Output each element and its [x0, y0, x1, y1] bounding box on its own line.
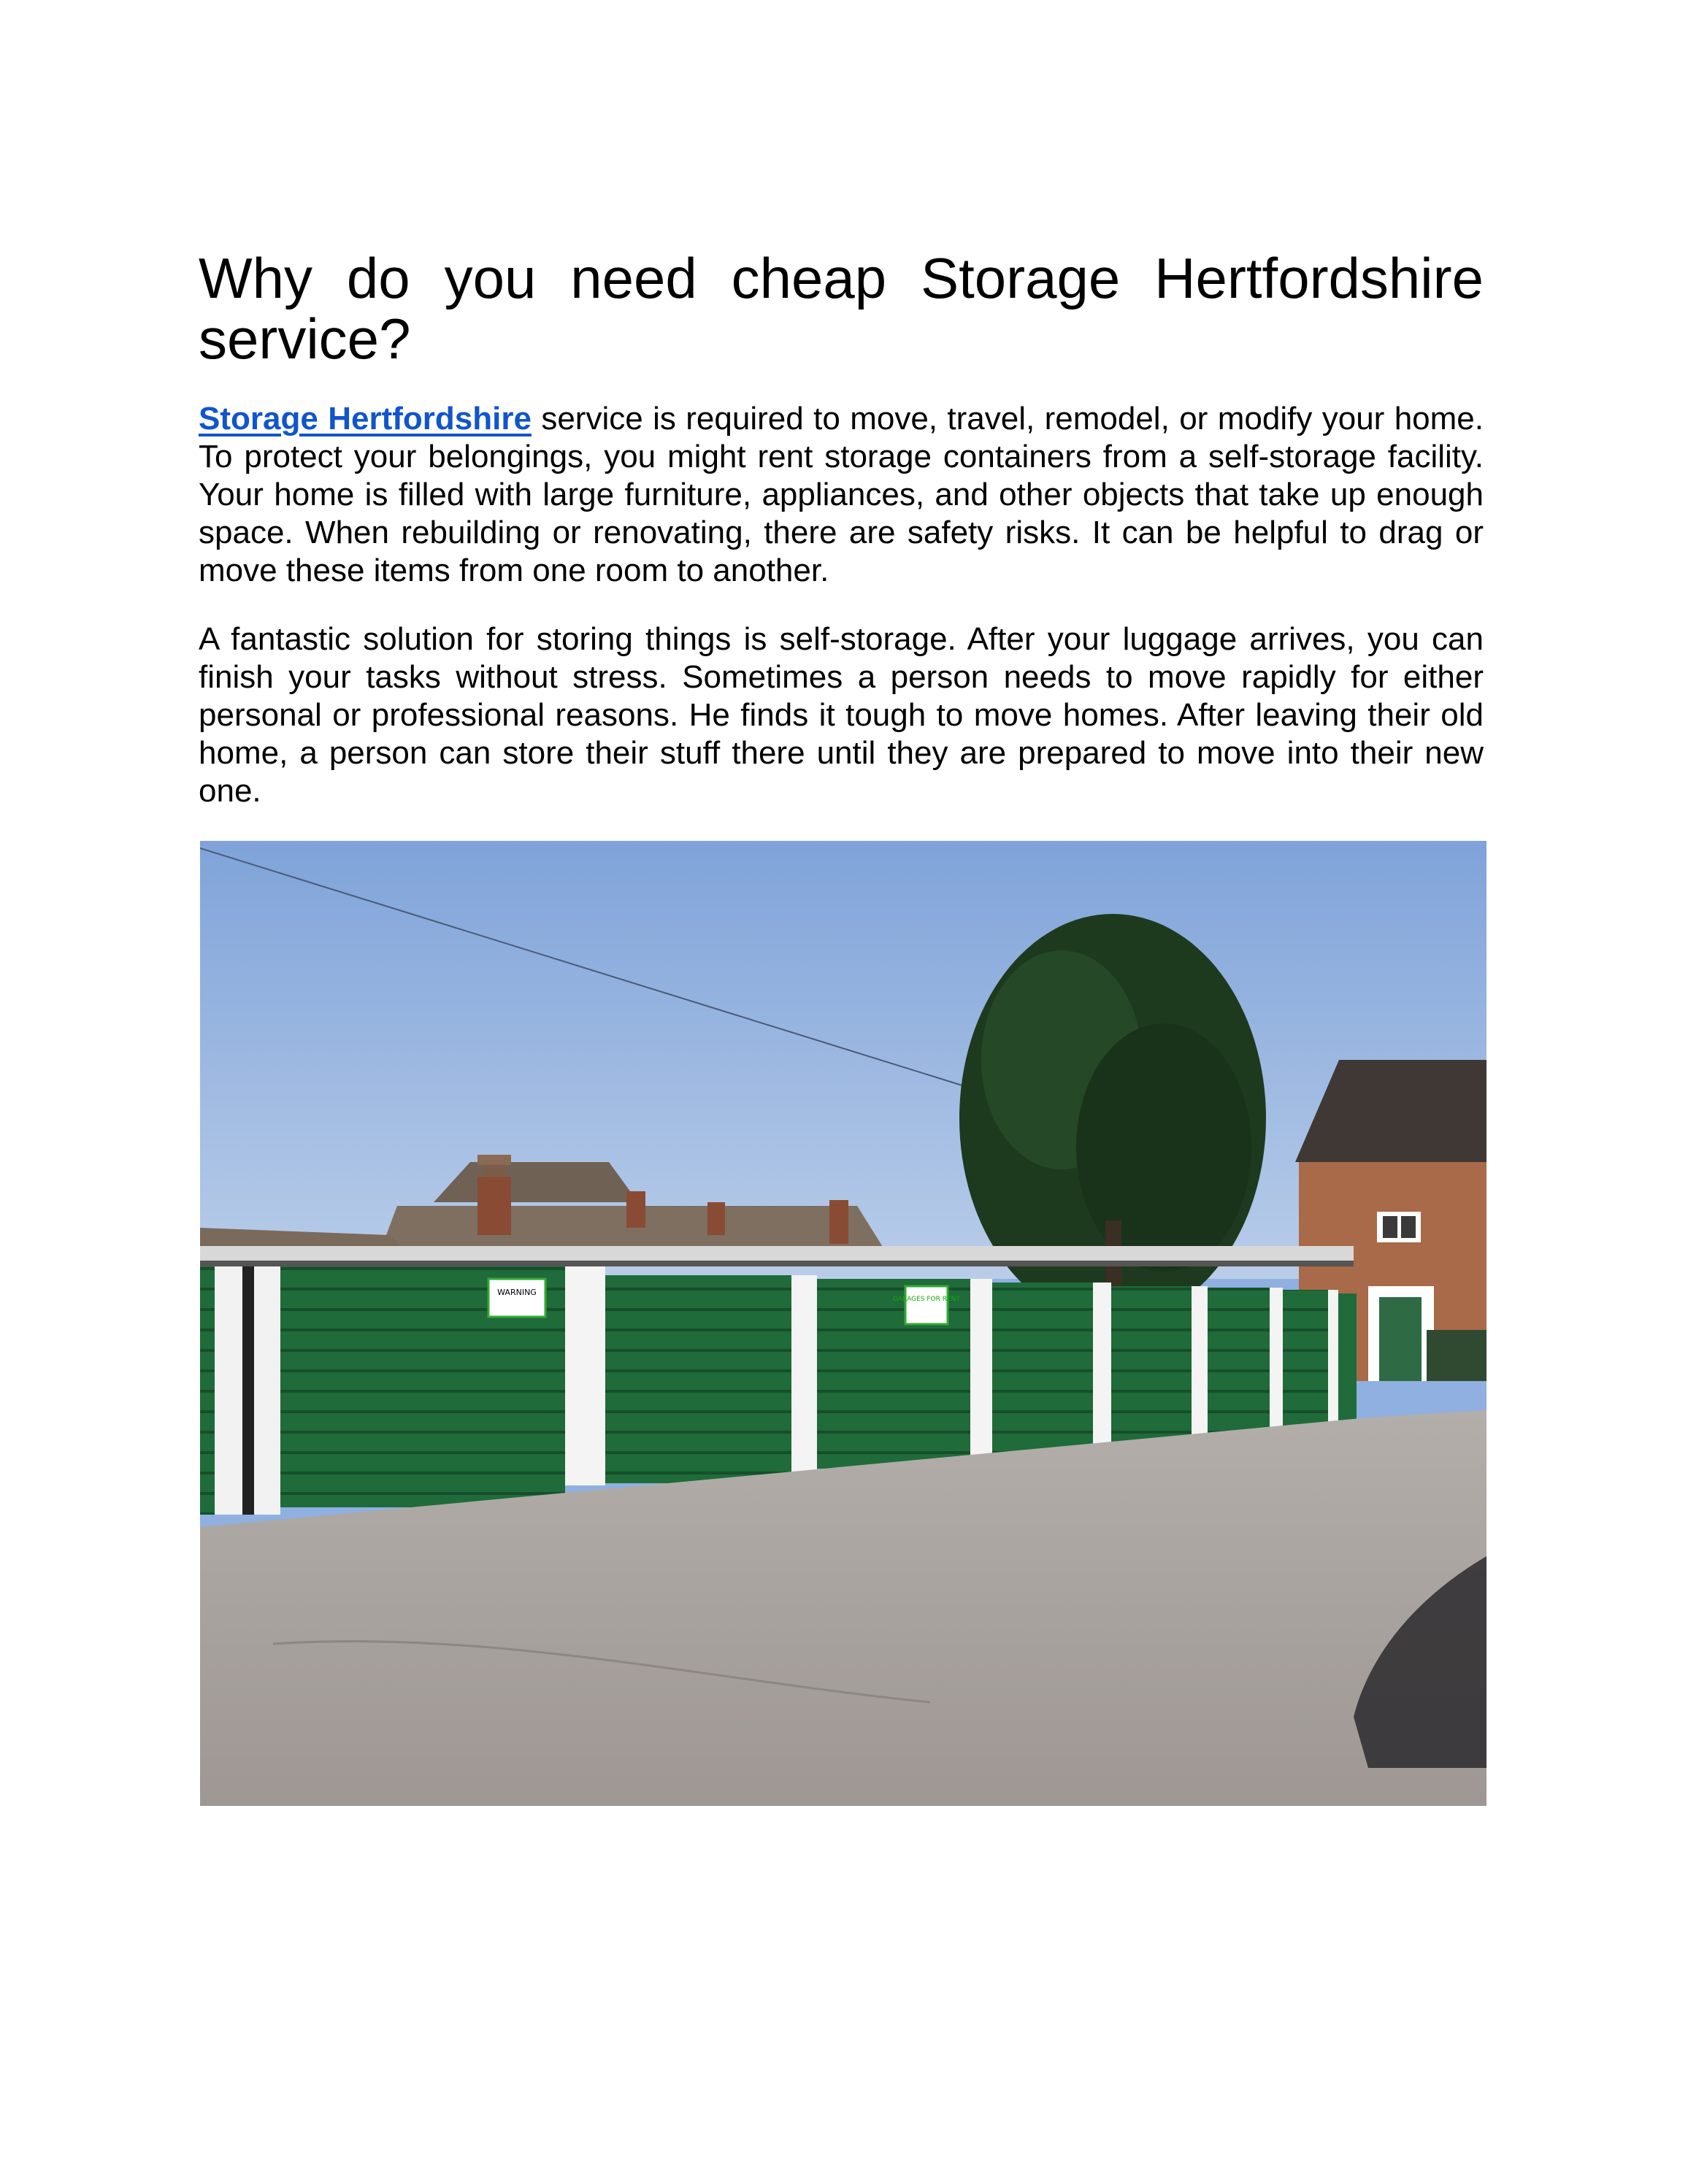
garages-illustration [200, 841, 1486, 1806]
garage-door-5 [1111, 1286, 1192, 1447]
for-rent-sign: GARAGES FOR RENT [893, 1296, 960, 1303]
storage-hertfordshire-link[interactable]: Storage Hertfordshire [199, 401, 532, 437]
paragraph-2: A fantastic solution for storing things is self-storage. After your luggage arrives, you can finish your tasks without stress. Sometimes a person needs to move rapidly for either personal or professional reasons. He finds it tough to move homes. After leaving their old home, a person can store their stuff there until they are prepared to move into their new one. [199, 621, 1484, 809]
paragraph-1 [199, 400, 1484, 590]
warning-sign: WARNING [497, 1288, 537, 1297]
garage-door-4 [992, 1283, 1093, 1458]
garages-photo [200, 841, 1486, 1806]
page-title: Why do you need cheap Storage Hertfordshire service? [199, 246, 1484, 371]
garage-door-6 [1208, 1288, 1270, 1437]
paragraph-1-text: service is required to move, travel, remodel, or modify your home. To protect your belongings, you might rent storage containers from a self-storage facility. Your home is filled with large furniture, appliances, and other objects that take up enough space. When rebuilding or renovating, there are safety risks. It can be helpful to drag or move these items from one room to another. [199, 401, 1484, 588]
garage-door-2 [605, 1275, 791, 1483]
garage-roof [200, 1246, 1354, 1262]
garage-door-7 [1283, 1290, 1328, 1429]
document-body [199, 248, 1484, 810]
